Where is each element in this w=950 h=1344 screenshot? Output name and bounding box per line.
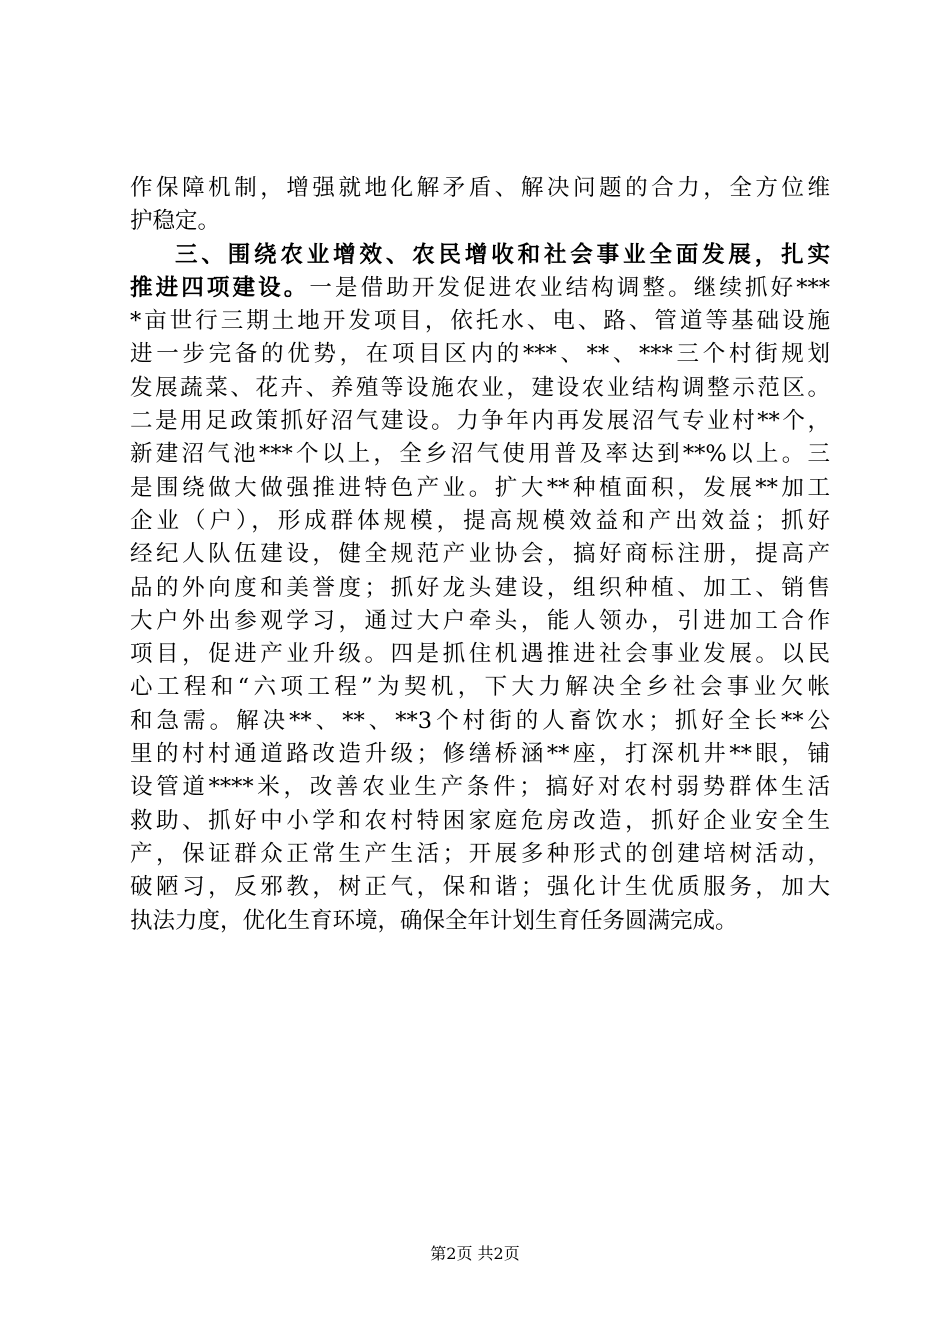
section-heading-line: 三、围绕农业增效、农民增收和社会事业全面发展，扎实 <box>175 241 830 268</box>
text-line: 品的外向度和美誉度；抓好龙头建设，组织种植、加工、销售 <box>130 574 830 601</box>
text-line: 二是用足政策抓好沼气建设。力争年内再发展沼气专业村**个， <box>130 408 830 435</box>
text-line: 里的村村通道路改造升级；修缮桥涵**座，打深机井**眼，铺 <box>130 741 830 768</box>
text-line: 新建沼气池***个以上，全乡沼气使用普及率达到**%以上。三 <box>130 441 830 468</box>
text-line: 产，保证群众正常生产生活；开展多种形式的创建培树活动， <box>130 840 830 867</box>
text-line: 心工程和“六项工程”为契机，下大力解决全乡社会事业欠帐 <box>130 674 830 701</box>
text-line: 发展蔬菜、花卉、养殖等设施农业，建设农业结构调整示范区。 <box>130 374 830 401</box>
text-line: 救助、抓好中小学和农村特困家庭危房改造，抓好企业安全生 <box>130 807 830 834</box>
body-text <box>130 172 830 938</box>
text-line-content: 一是借助开发促进农业结构调整。继续抓好*** <box>309 274 830 301</box>
text-line: 执法力度，优化生育环境，确保全年计划生育任务圆满完成。 <box>130 907 738 934</box>
text-line: 企业（户），形成群体规模，提高规模效益和产出效益；抓好 <box>130 507 830 534</box>
section-heading-end: 推进四项建设。 <box>130 274 310 301</box>
text-line: 设管道****米，改善农业生产条件；搞好对农村弱势群体生活 <box>130 774 830 801</box>
text-line: 项目，促进产业升级。四是抓住机遇推进社会事业发展。以民 <box>130 641 830 668</box>
text-line: 经纪人队伍建设，健全规范产业协会，搞好商标注册，提高产 <box>130 541 830 568</box>
text-line: 是围绕做大做强推进特色产业。扩大**种植面积，发展**加工 <box>130 474 830 501</box>
text-line: 大户外出参观学习，通过大户牵头，能人领办，引进加工合作 <box>130 607 830 634</box>
page-number-footer: 第2页 共2页 <box>430 1244 520 1263</box>
text-line <box>130 272 830 305</box>
text-line: 破陋习，反邪教，树正气，保和谐；强化计生优质服务，加大 <box>130 874 830 901</box>
text-line: 和急需。解决**、**、**3个村街的人畜饮水；抓好全长**公 <box>130 707 830 734</box>
text-line: 作保障机制，增强就地化解矛盾、解决问题的合力，全方位维 <box>130 175 830 201</box>
text-line: *亩世行三期土地开发项目，依托水、电、路、管道等基础设施 <box>130 308 830 335</box>
text-line: 护稳定。 <box>130 208 221 235</box>
text-line: 进一步完备的优势，在项目区内的***、**、***三个村街规划 <box>130 341 830 368</box>
